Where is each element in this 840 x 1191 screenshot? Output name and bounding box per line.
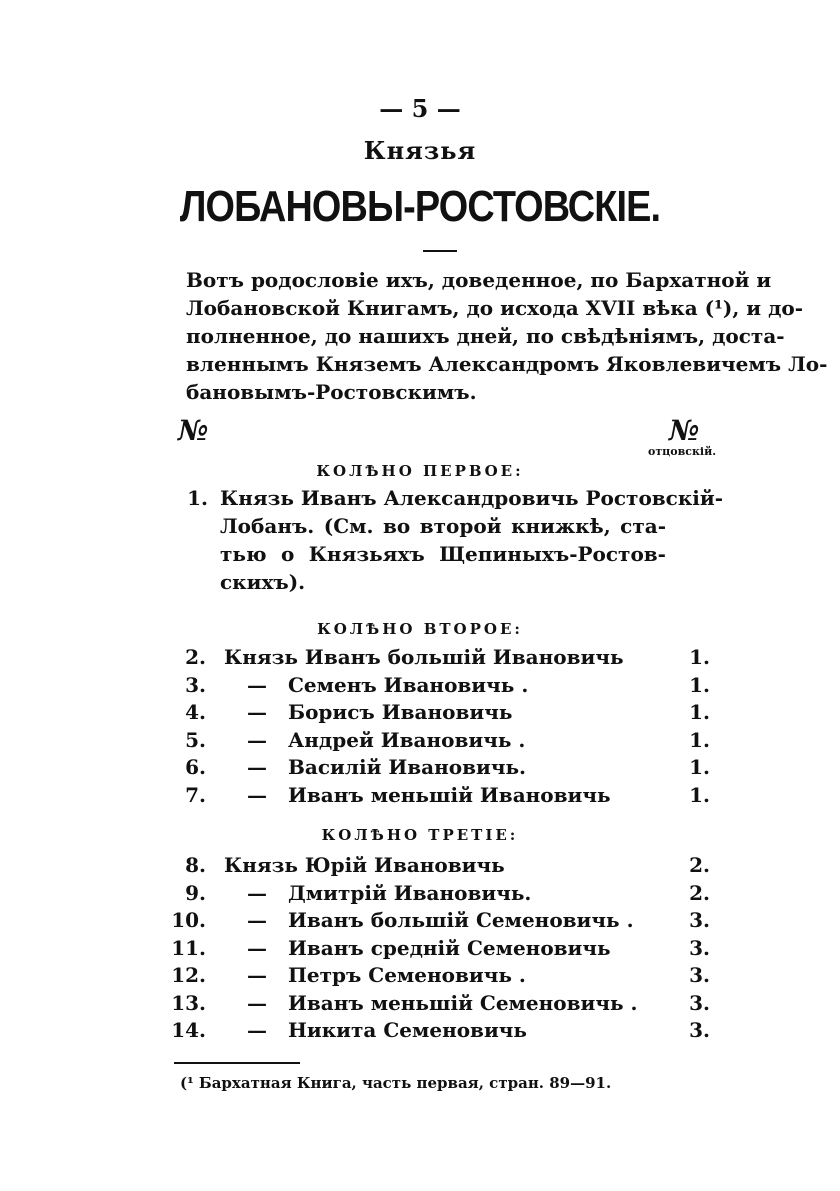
ditto-dash: — bbox=[247, 935, 267, 960]
ditto-dash: — bbox=[247, 990, 267, 1015]
generation-heading-1: КОЛѢНО ПЕРВОЕ: bbox=[316, 462, 524, 480]
row-name: Петръ Семеновичь . bbox=[288, 963, 526, 987]
row-number: 2. bbox=[185, 645, 206, 669]
genealogy-row bbox=[0, 755, 840, 783]
generation-heading-2: КОЛѢНО ВТОРОЕ: bbox=[317, 620, 523, 638]
ditto-dash: — bbox=[247, 755, 267, 779]
intro-line: полненное, до нашихъ дней, по свѣдѣніямъ, доста- bbox=[186, 324, 785, 348]
row-father: 1. bbox=[689, 700, 710, 724]
ditto-dash: — bbox=[247, 727, 267, 752]
father-column-label: отцовскій. bbox=[648, 445, 717, 458]
intro-line: вленнымъ Княземъ Александромъ Яковлевичемъ Ло- bbox=[186, 352, 828, 376]
ditto-dash: — bbox=[247, 963, 267, 987]
ditto-dash: — bbox=[247, 672, 267, 697]
row-father: 1. bbox=[689, 782, 710, 807]
row-father: 1. bbox=[689, 672, 710, 697]
page-number: — 5 — bbox=[379, 94, 461, 123]
row-person: Иванъ большій Ивановичь bbox=[304, 645, 624, 669]
footnote: (¹ Бархатная Книга, часть первая, стран. 89—91. bbox=[180, 1074, 612, 1092]
row-number: 6. bbox=[185, 755, 206, 779]
row-father: 3. bbox=[689, 935, 710, 960]
genealogy-row bbox=[0, 991, 840, 1019]
row-number: 5. bbox=[185, 727, 206, 752]
row-father: 3. bbox=[689, 963, 710, 987]
row-father: 3. bbox=[689, 908, 710, 932]
row-number: 14. bbox=[171, 1018, 206, 1042]
genealogy-row bbox=[0, 1018, 840, 1046]
genealogy-row bbox=[0, 673, 840, 701]
row-number: 11. bbox=[171, 935, 206, 960]
row-number: 7. bbox=[185, 782, 206, 807]
row-father: 1. bbox=[689, 645, 710, 669]
ditto-dash: — bbox=[247, 908, 267, 932]
entry-text bbox=[220, 484, 724, 596]
entry-line: тью о Князьяхъ Щепиныхъ-Ростов- bbox=[220, 542, 666, 566]
entry-number: 1. bbox=[187, 486, 208, 510]
row-number: 13. bbox=[171, 990, 206, 1015]
row-name: Семенъ Ивановичь . bbox=[288, 672, 529, 697]
ditto-dash: — bbox=[247, 880, 267, 905]
generation-3-list bbox=[0, 853, 840, 1046]
ditto-dash: — bbox=[247, 1018, 267, 1042]
row-name: Иванъ средній Семеновичь bbox=[288, 935, 611, 960]
intro-paragraph bbox=[186, 266, 828, 406]
row-father: 1. bbox=[689, 755, 710, 779]
ditto-dash: — bbox=[247, 700, 267, 724]
genealogy-row bbox=[0, 783, 840, 811]
number-column-header: № bbox=[178, 414, 209, 447]
generation-heading-3: КОЛѢНО ТРЕТІЕ: bbox=[321, 826, 519, 844]
genealogy-entry-1 bbox=[186, 484, 724, 596]
section-subtitle: Князья bbox=[363, 136, 477, 165]
footnote-divider bbox=[174, 1062, 300, 1064]
genealogy-row bbox=[0, 728, 840, 756]
row-name: Дмитрій Ивановичь. bbox=[288, 880, 532, 905]
row-name bbox=[224, 645, 624, 669]
row-number: 4. bbox=[185, 700, 206, 724]
ditto-dash: — bbox=[247, 782, 267, 807]
title-divider bbox=[423, 250, 457, 252]
row-name bbox=[224, 853, 505, 877]
intro-line: Лобановской Книгамъ, до исхода XVII вѣка (¹), и до- bbox=[186, 296, 804, 320]
genealogy-row bbox=[0, 853, 840, 881]
row-name: Иванъ большій Семеновичь . bbox=[288, 908, 634, 932]
entry-line: Князь Иванъ Александровичь Ростовскій- bbox=[220, 486, 724, 510]
row-title: Князь bbox=[224, 645, 298, 669]
row-father: 2. bbox=[689, 853, 710, 877]
row-name: Никита Семеновичь bbox=[288, 1018, 527, 1042]
row-father: 2. bbox=[689, 880, 710, 905]
row-title: Князь bbox=[224, 853, 298, 877]
entry-line: скихъ). bbox=[220, 570, 306, 594]
row-number: 12. bbox=[171, 963, 206, 987]
genealogy-row bbox=[0, 700, 840, 728]
genealogy-row bbox=[0, 881, 840, 909]
row-name: Василій Ивановичь. bbox=[288, 755, 527, 779]
row-person: Юрій Ивановичь bbox=[304, 853, 505, 877]
intro-line: бановымъ-Ростовскимъ. bbox=[186, 380, 477, 404]
intro-line: Вотъ родословіе ихъ, доведенное, по Бархатной и bbox=[186, 268, 772, 292]
row-name: Иванъ меньшій Семеновичь . bbox=[288, 990, 638, 1015]
row-name: Андрей Ивановичь . bbox=[288, 727, 526, 752]
row-number: 8. bbox=[185, 853, 206, 877]
row-number: 9. bbox=[185, 880, 206, 905]
row-father: 3. bbox=[689, 1018, 710, 1042]
genealogy-row bbox=[0, 936, 840, 964]
generation-2-list bbox=[0, 645, 840, 810]
row-name: Борисъ Ивановичь bbox=[288, 700, 513, 724]
father-number-column-header: № bbox=[669, 414, 700, 447]
genealogy-row bbox=[0, 908, 840, 936]
row-name: Иванъ меньшій Ивановичь bbox=[288, 782, 611, 807]
row-father: 1. bbox=[689, 727, 710, 752]
row-number: 10. bbox=[171, 908, 206, 932]
genealogy-row bbox=[0, 645, 840, 673]
entry-line: Лобанъ. (См. во второй книжкѣ, ста- bbox=[220, 514, 666, 538]
row-father: 3. bbox=[689, 990, 710, 1015]
page-title: ЛОБАНОВЫ-РОСТОВСКІЕ. bbox=[179, 182, 661, 231]
genealogy-row bbox=[0, 963, 840, 991]
row-number: 3. bbox=[185, 672, 206, 697]
